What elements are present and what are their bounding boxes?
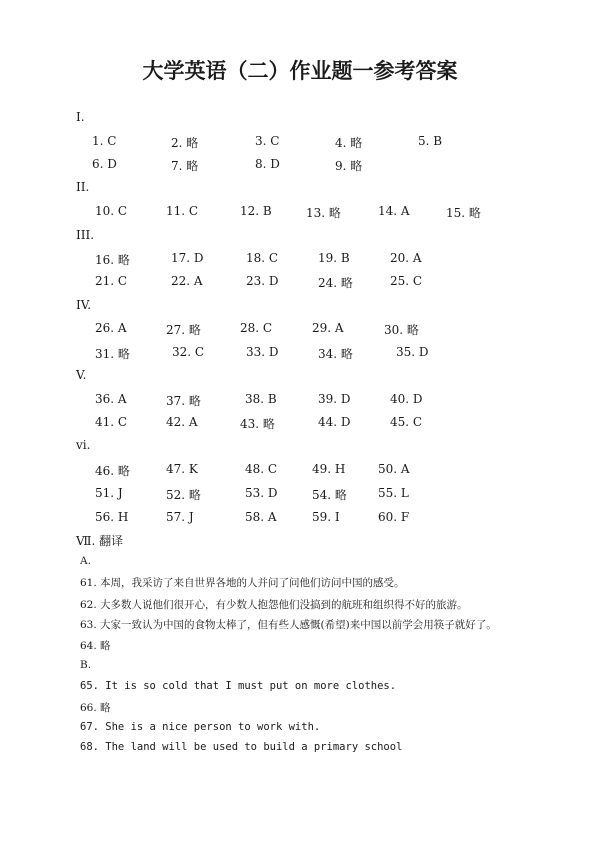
answer-item: 50. A: [378, 462, 410, 476]
answer-item: 58. A: [245, 510, 277, 524]
answer-item: 51. J: [95, 486, 123, 500]
section-heading-1: I.: [76, 110, 85, 124]
answer-item: 60. F: [378, 510, 410, 524]
answer-item: 11. C: [166, 204, 199, 218]
translation-item-62: 62. 大多数人说他们很开心，有少数人抱怨他们没搞到的航班和组织得不好的旅游。: [80, 599, 468, 611]
answer-item: 55. L: [378, 486, 409, 500]
answer-row-4: [0, 251, 600, 267]
section-heading-3: III.: [76, 228, 95, 242]
answer-item: 37. 略: [166, 394, 201, 408]
answer-item: 35. D: [396, 345, 429, 359]
answer-item: 40. D: [390, 392, 423, 406]
answer-item: 34. 略: [318, 347, 353, 361]
answer-item: 54. 略: [312, 488, 347, 502]
answer-item: 42. A: [166, 415, 198, 429]
answer-item: 1. C: [92, 134, 117, 148]
answer-row-6: [0, 321, 600, 337]
translation-item-66: 66. 略: [80, 702, 111, 714]
answer-item: 27. 略: [166, 323, 201, 337]
answer-item: 4. 略: [335, 136, 363, 150]
answer-item: 3. C: [255, 134, 280, 148]
answer-item: 12. B: [240, 204, 272, 218]
answer-row-1: [0, 134, 600, 150]
section-heading-2: II.: [76, 180, 90, 194]
answer-item: 43. 略: [240, 417, 275, 431]
translation-part-a-label: A.: [80, 555, 91, 567]
answer-row-2: [0, 157, 600, 173]
section-heading-6: vi.: [76, 438, 91, 452]
answer-item: 59. I: [312, 510, 340, 524]
answer-item: 49. H: [312, 462, 346, 476]
answer-item: 47. K: [166, 462, 198, 476]
answer-item: 19. B: [318, 251, 350, 265]
answer-item: 7. 略: [171, 159, 199, 173]
answer-row-8: [0, 392, 600, 408]
answer-item: 45. C: [390, 415, 423, 429]
answer-row-10: [0, 462, 600, 478]
answer-item: 6. D: [92, 157, 117, 171]
answer-item: 44. D: [318, 415, 351, 429]
answer-item: 39. D: [318, 392, 351, 406]
section-heading-4: IV.: [76, 298, 92, 312]
section-heading-translation: Ⅶ. 翻译: [76, 534, 124, 548]
answer-item: 33. D: [246, 345, 279, 359]
answer-item: 5. B: [418, 134, 443, 148]
translation-part-b-label: B.: [80, 659, 92, 671]
answer-item: 52. 略: [166, 488, 201, 502]
translation-item-67: 67. She is a nice person to work with.: [80, 721, 321, 733]
answer-row-9: [0, 415, 600, 431]
answer-item: 10. C: [95, 204, 128, 218]
answer-row-7: [0, 345, 600, 361]
answer-row-5: [0, 274, 600, 290]
answer-item: 24. 略: [318, 276, 353, 290]
page-title: 大学英语（二）作业题一参考答案: [142, 59, 458, 83]
answer-item: 29. A: [312, 321, 344, 335]
section-heading-5: V.: [76, 368, 87, 382]
answer-item: 25. C: [390, 274, 423, 288]
answer-item: 53. D: [245, 486, 278, 500]
answer-item: 38. B: [245, 392, 277, 406]
answer-item: 16. 略: [95, 253, 130, 267]
translation-item-64: 64. 略: [80, 640, 111, 652]
answer-item: 9. 略: [335, 159, 363, 173]
answer-row-11: [0, 486, 600, 502]
answer-item: 13. 略: [306, 206, 341, 220]
answer-item: 22. A: [171, 274, 203, 288]
answer-item: 46. 略: [95, 464, 130, 478]
answer-item: 56. H: [95, 510, 129, 524]
answer-item: 18. C: [246, 251, 279, 265]
translation-item-68: 68. The land will be used to build a primary school: [80, 741, 403, 753]
answer-item: 21. C: [95, 274, 128, 288]
answer-item: 28. C: [240, 321, 273, 335]
translation-item-63: 63. 大家一致认为中国的食物太棒了，但有些人感慨(希望)来中国以前学会用筷子就好了。: [80, 619, 497, 631]
answer-item: 17. D: [171, 251, 204, 265]
answer-item: 36. A: [95, 392, 127, 406]
answer-item: 48. C: [245, 462, 278, 476]
answer-item: 23. D: [246, 274, 279, 288]
answer-item: 57. J: [166, 510, 194, 524]
translation-item-65: 65. It is so cold that I must put on more clothes.: [80, 680, 397, 692]
answer-item: 8. D: [255, 157, 280, 171]
answer-item: 31. 略: [95, 347, 130, 361]
answer-item: 14. A: [378, 204, 410, 218]
answer-item: 2. 略: [171, 136, 199, 150]
answer-row-12: [0, 510, 600, 526]
answer-item: 26. A: [95, 321, 127, 335]
answer-item: 15. 略: [446, 206, 481, 220]
answer-item: 32. C: [172, 345, 205, 359]
translation-item-61: 61. 本周，我采访了来自世界各地的人并问了问他们访问中国的感受。: [80, 577, 405, 589]
answer-item: 20. A: [390, 251, 422, 265]
answer-item: 41. C: [95, 415, 128, 429]
answer-row-3: [0, 204, 600, 220]
answer-item: 30. 略: [384, 323, 419, 337]
